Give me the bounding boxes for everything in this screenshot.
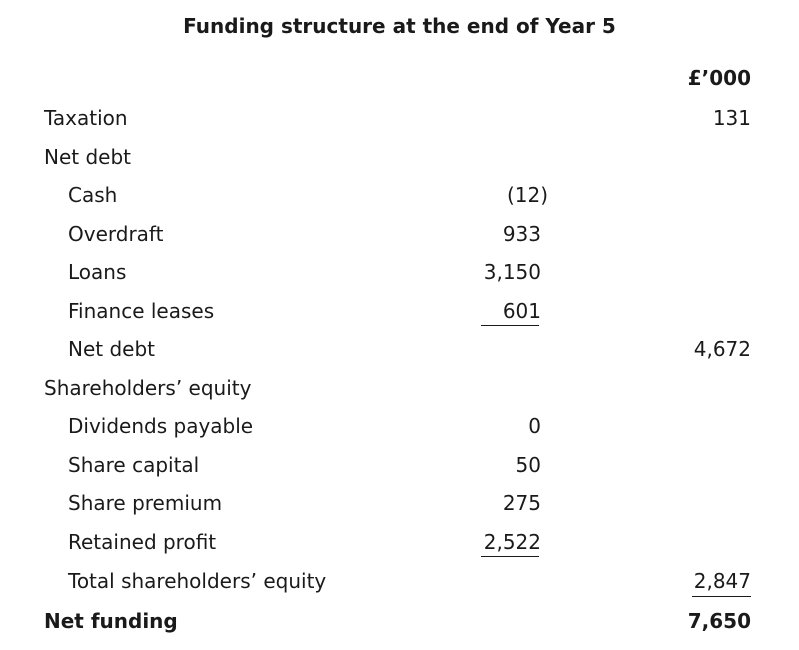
detail-value: 2,522 [483,530,541,554]
detail-value: 275 [502,491,541,515]
table-row [0,606,799,636]
row-label: Net debt [68,337,156,361]
table-row [0,566,799,596]
detail-value: 0 [528,414,541,438]
detail-value: 601 [502,299,541,323]
row-label: Dividends payable [68,414,254,438]
table-row [0,527,799,557]
grand-total-label: Net funding [44,609,178,633]
subtotal-rule [481,556,539,557]
total-rule [692,596,751,597]
section-heading: Shareholders’ equity [44,376,252,400]
table-row [0,103,799,133]
table-row [0,296,799,326]
row-label: Share premium [68,491,223,515]
row-label: Cash [68,183,118,207]
total-value: 4,672 [693,337,751,361]
table-row [0,257,799,287]
detail-value: 933 [502,222,541,246]
table-row [0,219,799,249]
section-heading: Net debt [44,145,132,169]
row-label: Taxation [44,106,128,130]
unit-header: £’000 [687,66,751,90]
row-label: Retained profit [68,530,217,554]
total-value: 2,847 [693,569,751,593]
row-label: Overdraft [68,222,164,246]
detail-value: 3,150 [483,260,541,284]
grand-total-value: 7,650 [687,609,751,633]
table-row [0,180,799,210]
table-row [0,450,799,480]
table-row [0,488,799,518]
detail-value: (12) [506,183,548,207]
table-row [0,411,799,441]
detail-value: 50 [515,453,541,477]
row-label: Total shareholders’ equity [68,569,327,593]
row-label: Finance leases [68,299,215,323]
row-label: Loans [68,260,127,284]
table-row [0,142,799,172]
table-row [0,373,799,403]
table-title: Funding structure at the end of Year 5 [183,14,616,38]
row-label: Share capital [68,453,200,477]
subtotal-rule [481,325,539,326]
total-value: 131 [712,106,751,130]
table-row [0,334,799,364]
